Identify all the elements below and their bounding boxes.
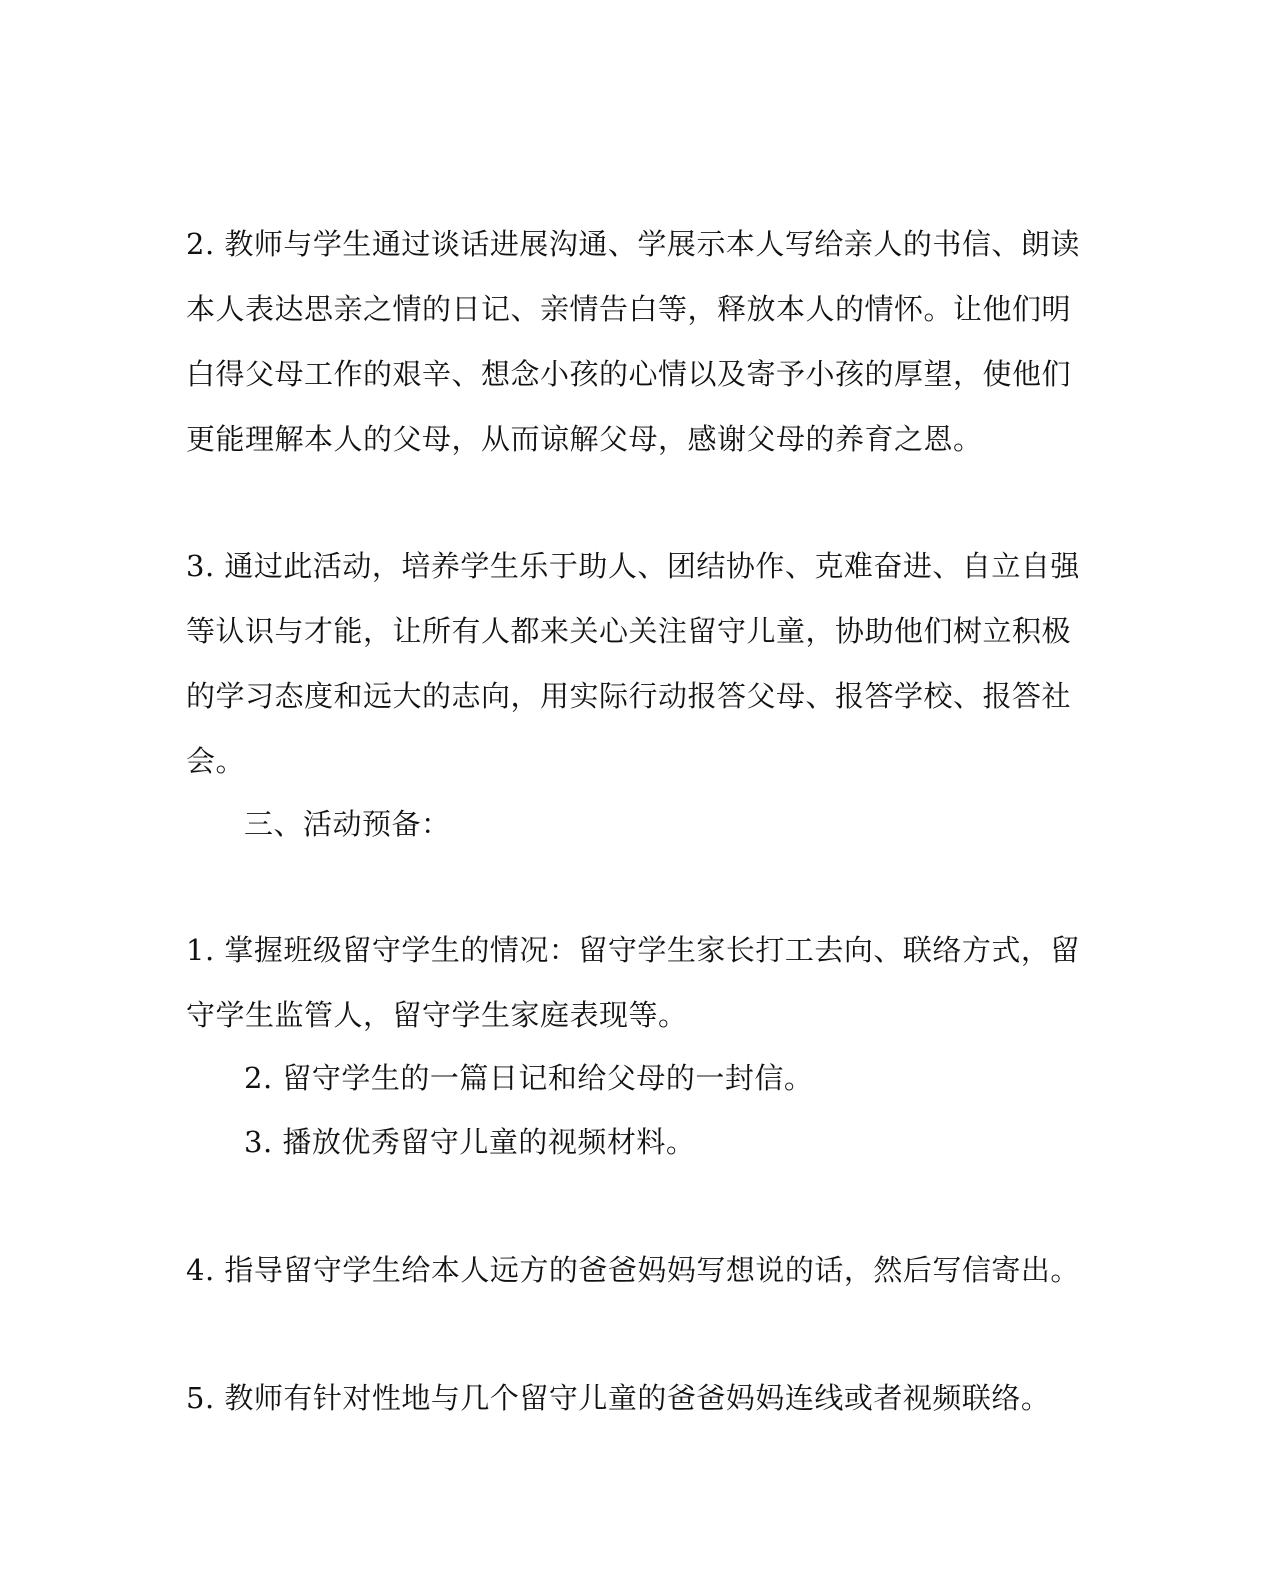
- text-line: 等认识与才能，让所有人都来关心关注留守儿童，协助他们树立积极: [186, 614, 1072, 648]
- text-line: 2. 教师与学生通过谈话进展沟通、学展示本人写给亲人的书信、朗读: [186, 227, 1080, 261]
- text-line: 2. 留守学生的一篇日记和给父母的一封信。: [244, 1061, 814, 1095]
- paragraph-prep-5: [186, 1366, 1052, 1431]
- text-line: 守学生监管人，留守学生家庭表现等。: [186, 998, 688, 1032]
- text-line: 1. 掌握班级留守学生的情况：留守学生家长打工去向、联络方式，留: [186, 933, 1080, 967]
- text-line: 白得父母工作的艰辛、想念小孩的心情以及寄予小孩的厚望，使他们: [186, 357, 1072, 391]
- text-line: 本人表达思亲之情的日记、亲情告白等，释放本人的情怀。让他们明: [186, 292, 1072, 326]
- paragraph-goal-2: [186, 212, 1080, 472]
- text-line: 3. 播放优秀留守儿童的视频材料。: [244, 1125, 696, 1159]
- text-line: 4. 指导留守学生给本人远方的爸爸妈妈写想说的话，然后写信寄出。: [186, 1253, 1080, 1287]
- text-line: 3. 通过此活动，培养学生乐于助人、团结协作、克难奋进、自立自强: [186, 549, 1080, 583]
- text-line: 会。: [186, 744, 246, 778]
- paragraph-prep-4: [186, 1238, 1080, 1303]
- heading-text: 三、活动预备：: [244, 807, 451, 841]
- text-line: 更能理解本人的父母，从而谅解父母，感谢父母的养育之恩。: [186, 422, 983, 456]
- paragraph-prep-2: [244, 1046, 1052, 1111]
- paragraph-goal-3: [186, 534, 1080, 794]
- text-line: 的学习态度和远大的志向，用实际行动报答父母、报答学校、报答社: [186, 679, 1072, 713]
- section-heading-preparation: [244, 792, 1052, 857]
- paragraph-prep-3: [244, 1110, 1052, 1175]
- text-line: 5. 教师有针对性地与几个留守儿童的爸爸妈妈连线或者视频联络。: [186, 1381, 1051, 1415]
- paragraph-prep-1: [186, 918, 1080, 1048]
